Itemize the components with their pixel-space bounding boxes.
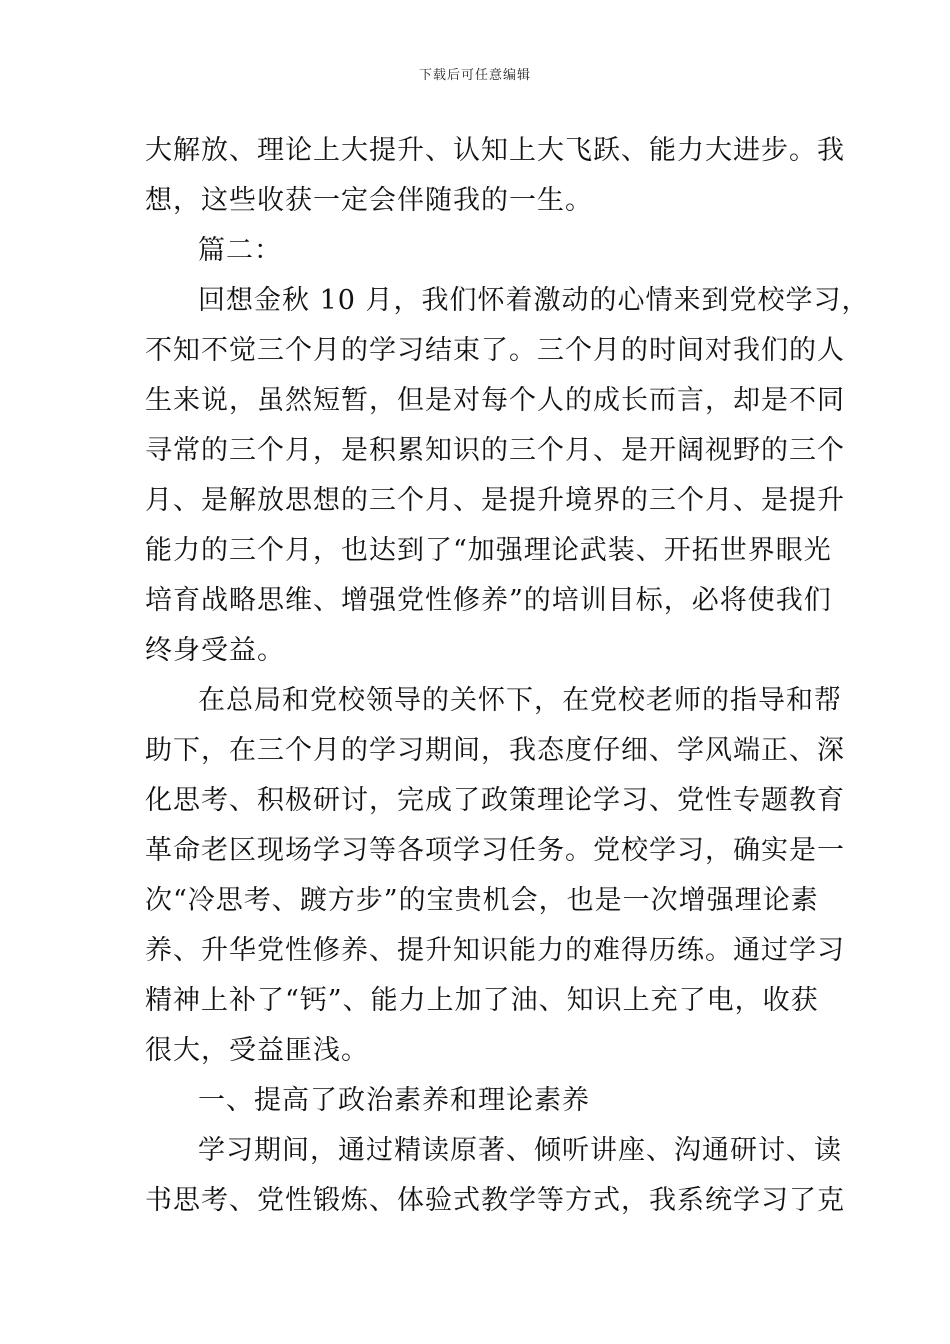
- text-line: 学习期间，通过精读原著、倾听讲座、沟通研讨、读: [198, 1135, 842, 1166]
- text-line: 寻常的三个月，是积累知识的三个月、是开阔视野的三个: [145, 435, 845, 466]
- text-line: 能力的三个月，也达到了“加强理论武装、开拓世界眼光: [145, 535, 832, 566]
- section-heading: 一、提高了政治素养和理论素养: [198, 1085, 590, 1116]
- text-line: 回想金秋 10 月，我们怀着激动的心情来到党校学习，: [198, 285, 870, 316]
- text-line: 很大，受益匪浅。: [145, 1035, 369, 1066]
- page-header-note: 下载后可任意编辑: [418, 68, 531, 83]
- text-line: 大解放、理论上大提升、认知上大飞跃、能力大进步。我: [145, 135, 845, 166]
- text-line: 终身受益。: [145, 635, 285, 666]
- text-line: 革命老区现场学习等各项学习任务。党校学习，确实是一: [145, 835, 845, 866]
- text-line: 助下，在三个月的学习期间，我态度仔细、学风端正、深: [145, 735, 845, 766]
- text-line: 培育战略思维、增强党性修养”的培训目标，必将使我们: [145, 585, 832, 616]
- text-line: 生来说，虽然短暂，但是对每个人的成长而言，却是不同: [145, 385, 845, 416]
- text-line: 不知不觉三个月的学习结束了。三个月的时间对我们的人: [145, 335, 845, 366]
- text-line: 在总局和党校领导的关怀下，在党校老师的指导和帮: [198, 685, 842, 716]
- text-line: 想，这些收获一定会伴随我的一生。: [145, 185, 593, 216]
- text-line: 书思考、党性锻炼、体验式教学等方式，我系统学习了克: [145, 1185, 845, 1216]
- text-line: 次“冷思考、踱方步”的宝贵机会，也是一次增强理论素: [145, 885, 819, 916]
- section-heading: 篇二：: [198, 235, 282, 266]
- text-line: 月、是解放思想的三个月、是提升境界的三个月、是提升: [145, 485, 845, 516]
- text-line: 化思考、积极研讨，完成了政策理论学习、党性专题教育: [145, 785, 845, 816]
- text-line: 精神上补了“钙”、能力上加了油、知识上充了电，收获: [145, 985, 819, 1016]
- text-line: 养、升华党性修养、提升知识能力的难得历练。通过学习: [145, 935, 845, 966]
